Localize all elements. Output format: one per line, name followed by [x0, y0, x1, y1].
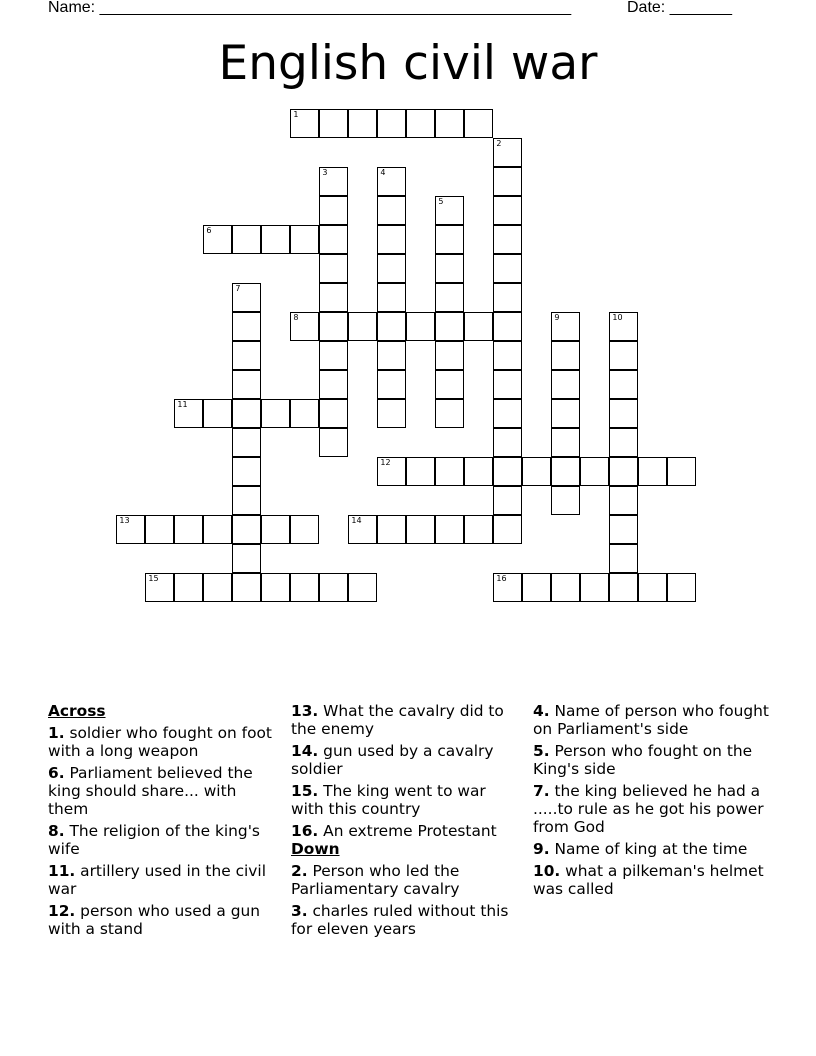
across-clue-1 [48, 724, 280, 760]
grid-cell[interactable] [464, 457, 493, 486]
clue-number: 3. [291, 902, 308, 920]
grid-cell[interactable] [551, 457, 580, 486]
clues-column-3 [533, 702, 773, 902]
grid-cell[interactable] [435, 341, 464, 370]
across-clue-15 [291, 782, 523, 818]
grid-cell[interactable] [493, 341, 522, 370]
grid-cell[interactable] [261, 515, 290, 544]
grid-cell[interactable] [348, 573, 377, 602]
grid-cell[interactable] [551, 312, 580, 341]
across-heading: Across [48, 702, 106, 720]
grid-cell[interactable] [232, 312, 261, 341]
clue-text: charles ruled without this for eleven years [291, 902, 509, 938]
grid-cell[interactable] [493, 312, 522, 341]
grid-cell[interactable] [609, 544, 638, 573]
grid-cell[interactable] [667, 457, 696, 486]
clue-number: 4. [533, 702, 550, 720]
grid-cell[interactable] [493, 399, 522, 428]
grid-cell[interactable] [609, 573, 638, 602]
grid-cell[interactable] [551, 428, 580, 457]
clue-text: gun used by a cavalry soldier [291, 742, 494, 778]
clue-number: 9. [533, 840, 550, 858]
grid-cell[interactable] [435, 399, 464, 428]
down-clue-2 [291, 862, 523, 898]
down-clue-9 [533, 840, 773, 858]
clue-number: 5. [533, 742, 550, 760]
grid-cell[interactable] [232, 544, 261, 573]
across-clue-12 [48, 902, 280, 938]
clue-text: Name of person who fought on Parliament's side [533, 702, 769, 738]
grid-cell[interactable] [609, 312, 638, 341]
grid-cell[interactable] [551, 573, 580, 602]
grid-cell[interactable] [493, 254, 522, 283]
grid-cell[interactable] [638, 573, 667, 602]
grid-cell[interactable] [377, 515, 406, 544]
grid-cell[interactable] [493, 167, 522, 196]
grid-cell[interactable] [290, 312, 319, 341]
grid-cell[interactable] [464, 515, 493, 544]
grid-cell[interactable] [174, 515, 203, 544]
grid-cell[interactable] [435, 457, 464, 486]
grid-cell[interactable] [609, 486, 638, 515]
grid-cell[interactable] [348, 515, 377, 544]
grid-cell[interactable] [377, 370, 406, 399]
clue-number: 7. [533, 782, 550, 800]
grid-cell[interactable] [319, 109, 348, 138]
across-clue-11 [48, 862, 280, 898]
grid-cell[interactable] [551, 370, 580, 399]
clue-number-label: 2 [496, 139, 502, 149]
grid-cell[interactable] [609, 370, 638, 399]
grid-cell[interactable] [551, 486, 580, 515]
clue-number-label: 8 [293, 313, 299, 323]
grid-cell[interactable] [377, 283, 406, 312]
grid-cell[interactable] [145, 515, 174, 544]
clue-number-label: 15 [148, 574, 159, 584]
grid-cell[interactable] [232, 486, 261, 515]
clue-number-label: 11 [177, 400, 188, 410]
clue-text: the king believed he had a .....to rule as he got his power from God [533, 782, 764, 836]
grid-cell[interactable] [319, 341, 348, 370]
grid-cell[interactable] [551, 341, 580, 370]
grid-cell[interactable] [377, 254, 406, 283]
clue-number: 12. [48, 902, 76, 920]
grid-cell[interactable] [232, 283, 261, 312]
clue-text: The king went to war with this country [291, 782, 486, 818]
clue-number-label: 1 [293, 110, 299, 120]
grid-cell[interactable] [232, 370, 261, 399]
grid-cell[interactable] [435, 283, 464, 312]
across-clue-8 [48, 822, 280, 858]
grid-cell[interactable] [493, 515, 522, 544]
grid-cell[interactable] [377, 457, 406, 486]
grid-cell[interactable] [609, 341, 638, 370]
grid-cell[interactable] [174, 399, 203, 428]
date-field[interactable]: Date: _______ [627, 0, 732, 16]
grid-cell[interactable] [406, 109, 435, 138]
grid-cell[interactable] [435, 196, 464, 225]
clue-number: 2. [291, 862, 308, 880]
clue-text: soldier who fought on foot with a long weapon [48, 724, 272, 760]
clue-text: Parliament believed the king should share... with them [48, 764, 253, 818]
grid-cell[interactable] [319, 283, 348, 312]
grid-cell[interactable] [493, 225, 522, 254]
grid-cell[interactable] [348, 109, 377, 138]
clue-number-label: 12 [380, 458, 391, 468]
grid-cell[interactable] [609, 457, 638, 486]
across-clue-6 [48, 764, 280, 818]
clue-number: 11. [48, 862, 76, 880]
down-clue-5 [533, 742, 773, 778]
grid-cell[interactable] [203, 515, 232, 544]
clue-number-label: 10 [612, 313, 623, 323]
grid-cell[interactable] [261, 573, 290, 602]
grid-cell[interactable] [377, 196, 406, 225]
grid-cell[interactable] [493, 486, 522, 515]
grid-cell[interactable] [319, 428, 348, 457]
down-heading: Down [291, 840, 340, 858]
clue-text: The religion of the king's wife [48, 822, 260, 858]
clue-number-label: 4 [380, 168, 386, 178]
clue-number-label: 5 [438, 197, 444, 207]
grid-cell[interactable] [232, 428, 261, 457]
grid-cell[interactable] [406, 457, 435, 486]
clue-number: 15. [291, 782, 319, 800]
grid-cell[interactable] [319, 225, 348, 254]
across-clue-14 [291, 742, 523, 778]
grid-cell[interactable] [319, 370, 348, 399]
clue-number-label: 3 [322, 168, 328, 178]
grid-cell[interactable] [232, 457, 261, 486]
grid-cell[interactable] [493, 283, 522, 312]
clue-text: artillery used in the civil war [48, 862, 266, 898]
grid-cell[interactable] [493, 457, 522, 486]
down-clue-3 [291, 902, 523, 938]
clues-column-2 [291, 702, 523, 942]
grid-cell[interactable] [232, 341, 261, 370]
grid-cell[interactable] [290, 109, 319, 138]
grid-cell[interactable] [493, 573, 522, 602]
grid-cell[interactable] [348, 312, 377, 341]
grid-cell[interactable] [609, 428, 638, 457]
clue-text: Name of king at the time [554, 840, 748, 858]
grid-cell[interactable] [232, 399, 261, 428]
grid-cell[interactable] [145, 573, 174, 602]
grid-cell[interactable] [377, 225, 406, 254]
grid-cell[interactable] [232, 573, 261, 602]
name-field[interactable]: Name: _____________________________________________________ [48, 0, 572, 16]
grid-cell[interactable] [116, 515, 145, 544]
across-clue-13 [291, 702, 523, 738]
grid-cell[interactable] [319, 312, 348, 341]
grid-cell[interactable] [435, 225, 464, 254]
grid-cell[interactable] [203, 573, 232, 602]
clues-column-1 [48, 702, 280, 942]
grid-cell[interactable] [464, 312, 493, 341]
grid-cell[interactable] [667, 573, 696, 602]
clue-number-label: 13 [119, 516, 130, 526]
grid-cell[interactable] [319, 196, 348, 225]
down-clue-7 [533, 782, 773, 836]
clue-number: 10. [533, 862, 561, 880]
grid-cell[interactable] [435, 254, 464, 283]
clue-text: Person who led the Parliamentary cavalry [291, 862, 460, 898]
clue-number-label: 16 [496, 574, 507, 584]
worksheet-header [48, 0, 748, 20]
grid-cell[interactable] [377, 341, 406, 370]
grid-cell[interactable] [203, 399, 232, 428]
grid-cell[interactable] [203, 225, 232, 254]
grid-cell[interactable] [377, 167, 406, 196]
grid-cell[interactable] [580, 457, 609, 486]
grid-cell[interactable] [261, 225, 290, 254]
grid-cell[interactable] [232, 515, 261, 544]
clue-number: 6. [48, 764, 65, 782]
grid-cell[interactable] [290, 225, 319, 254]
clue-text: Person who fought on the King's side [533, 742, 753, 778]
grid-cell[interactable] [638, 457, 667, 486]
grid-cell[interactable] [261, 399, 290, 428]
clue-text: person who used a gun with a stand [48, 902, 260, 938]
grid-cell[interactable] [319, 399, 348, 428]
grid-cell[interactable] [493, 138, 522, 167]
grid-cell[interactable] [493, 196, 522, 225]
clue-number: 13. [291, 702, 319, 720]
clue-number: 14. [291, 742, 319, 760]
clue-number: 1. [48, 724, 65, 742]
clue-text: what a pilkeman's helmet was called [533, 862, 764, 898]
puzzle-title: English civil war [218, 36, 598, 91]
clue-number: 16. [291, 822, 319, 840]
grid-cell[interactable] [290, 515, 319, 544]
grid-cell[interactable] [377, 399, 406, 428]
grid-cell[interactable] [493, 428, 522, 457]
grid-cell[interactable] [377, 312, 406, 341]
grid-cell[interactable] [435, 370, 464, 399]
across-clue-16 [291, 822, 523, 840]
clue-number: 8. [48, 822, 65, 840]
grid-cell[interactable] [522, 457, 551, 486]
grid-cell[interactable] [406, 312, 435, 341]
clue-text: What the cavalry did to the enemy [291, 702, 504, 738]
grid-cell[interactable] [551, 399, 580, 428]
grid-cell[interactable] [290, 399, 319, 428]
grid-cell[interactable] [319, 254, 348, 283]
clue-text: An extreme Protestant [323, 822, 497, 840]
grid-cell[interactable] [290, 573, 319, 602]
grid-cell[interactable] [435, 109, 464, 138]
grid-cell[interactable] [609, 515, 638, 544]
grid-cell[interactable] [435, 312, 464, 341]
grid-cell[interactable] [406, 515, 435, 544]
grid-cell[interactable] [319, 573, 348, 602]
grid-cell[interactable] [174, 573, 203, 602]
down-clue-10 [533, 862, 773, 898]
clue-number-label: 7 [235, 284, 241, 294]
grid-cell[interactable] [580, 573, 609, 602]
down-clue-4 [533, 702, 773, 738]
grid-cell[interactable] [609, 399, 638, 428]
grid-cell[interactable] [319, 167, 348, 196]
grid-cell[interactable] [232, 225, 261, 254]
grid-cell[interactable] [377, 109, 406, 138]
grid-cell[interactable] [464, 109, 493, 138]
grid-cell[interactable] [435, 515, 464, 544]
grid-cell[interactable] [522, 573, 551, 602]
clue-number-label: 6 [206, 226, 212, 236]
clue-number-label: 9 [554, 313, 560, 323]
grid-cell[interactable] [493, 370, 522, 399]
clue-number-label: 14 [351, 516, 362, 526]
